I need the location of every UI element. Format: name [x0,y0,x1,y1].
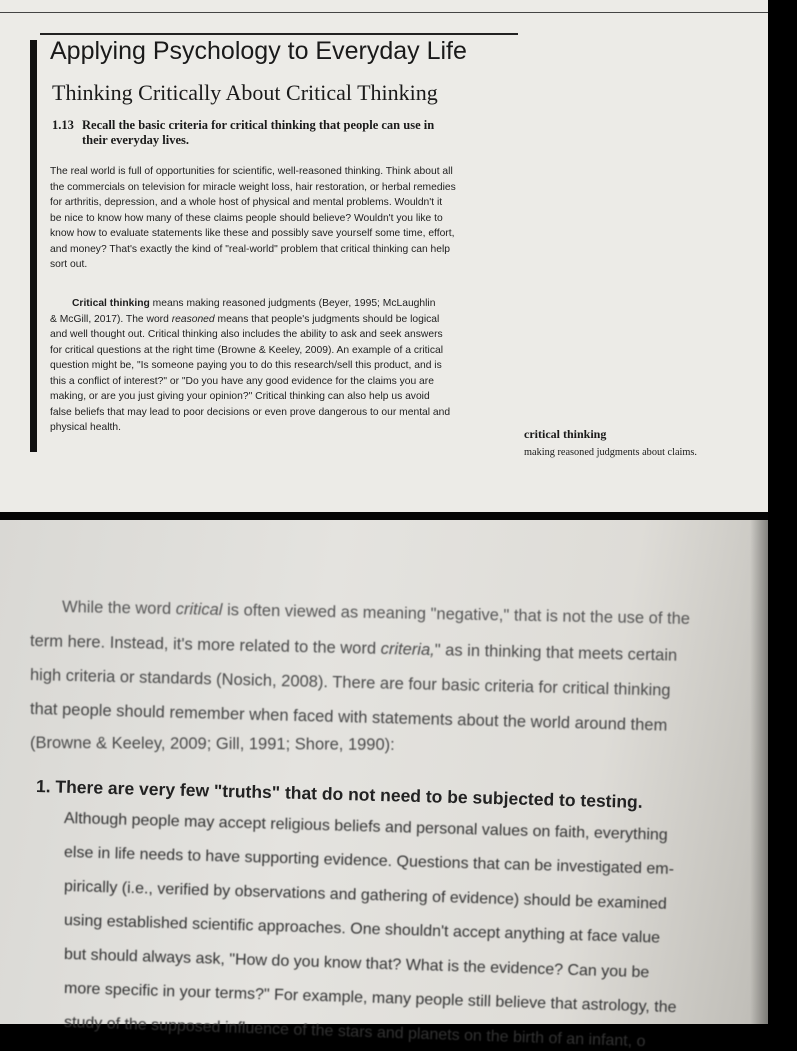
text-line: and money? That's exactly the kind of "real-world" problem that critical thinking can help [50,243,450,255]
intro-line [62,598,797,631]
intro-line: that people should remember when faced with statements about the world around them [29,700,668,735]
objective-number: 1.13 [52,118,74,132]
criteria-item-line: pirically (i.e., verified by observations and gathering of evidence) should be examined [63,878,668,913]
criteria-item-line: but should always ask, "How do you know that? What is the evidence? Can you be [63,946,650,982]
text-line [50,296,512,312]
text-run: While the word [61,598,176,619]
text-run: " as in thinking that meets certain [434,641,678,665]
text-line: this a conflict of interest?" or "Do you have any good evidence for the claims you are [50,375,434,387]
text-run: & McGill, 2017). The word [50,313,172,325]
criteria-item-line: using established scientific approaches. One shouldn't accept anything at face value [63,912,661,947]
criteria-item-line: Although people may accept religious beliefs and personal values on faith, everything [63,810,668,844]
emphasis-text: reasoned [171,313,215,325]
text-line: for arthritis, depression, and a whole host of physical and mental problems. Wouldn't it [50,197,443,208]
page-edge-shadow [750,520,768,1024]
section-side-bar [30,40,37,452]
learning-objective [52,118,512,148]
section-subtitle: Thinking Critically About Critical Thinking [52,80,438,105]
emphasis-text: criteria, [380,639,435,660]
text-line: making, or are you just giving your opinion?" Critical thinking can also help us avoid [50,391,430,402]
text-run: means that people's judgments should be logical [214,313,440,325]
text-line: for critical questions at the right time (Browne & Keeley, 2009). An example of a critical [50,344,443,356]
criteria-item-line: study of the supposed influence of the stars and planets on the birth of an infant, o [63,1014,646,1051]
text-run: is often viewed as meaning "negative," that is not the use of the [222,601,691,629]
text-run: term here. Instead, it's more related to the word [29,632,381,658]
text-line: sort out. [50,259,88,270]
margin-glossary-term: critical thinking [524,427,607,441]
objective-text-line1: Recall the basic criteria for critical thinking that people can use in [82,118,435,132]
paragraph-real-world [50,164,512,273]
text-line: physical health. [50,422,121,433]
intro-line [30,632,765,668]
photo-separator [0,512,768,520]
intro-line: high criteria or standards (Nosich, 2008). There are four basic criteria for critical thinking [29,666,671,700]
textbook-page-bottom [0,520,768,1051]
text-line: be nice to know how many of these claims people should believe? Wouldn't you like to [50,212,443,224]
intro-line: (Browne & Keeley, 2009; Gill, 1991; Shore, 1990): [29,734,395,754]
criteria-item-line: else in life needs to have supporting evidence. Questions that can be investigated em- [63,844,675,879]
section-header-rule [40,33,518,35]
text-line: know how to evaluate statements like these and possibly save yourself some time, effort, [50,228,455,239]
text-line: false beliefs that may lead to poor decisions or even prove dangerous to our mental and [50,406,451,418]
section-title: Applying Psychology to Everyday Life [50,37,467,65]
paragraph-critical-thinking-definition [50,296,512,436]
text-line [50,312,512,328]
margin-glossary-definition: making reasoned judgments about claims. [524,447,698,458]
textbook-page-top [0,0,768,512]
text-line: The real world is full of opportunities for scientific, well-reasoned thinking. Think about all [50,166,453,177]
objective-text-line2: their everyday lives. [82,133,190,147]
emphasis-text: critical [175,600,223,620]
text-run: means making reasoned judgments (Beyer, 1995; McLaughlin [149,298,436,309]
page-top-rule [0,12,768,13]
text-line: the commercials on television for miracle weight loss, hair restoration, or herbal remedies [50,181,456,193]
criteria-item-heading: 1. There are very few "truths" that do not need to be subjected to testing. [35,776,643,812]
key-term: Critical thinking [72,298,150,309]
text-line: and well thought out. Critical thinking also includes the ability to ask and seek answers [50,329,443,340]
text-line: question might be, "Is someone paying you to do this research/sell this product, and is [50,360,442,371]
criteria-item-line: more specific in your terms?" For example, many people still believe that astrology, the [63,980,677,1017]
